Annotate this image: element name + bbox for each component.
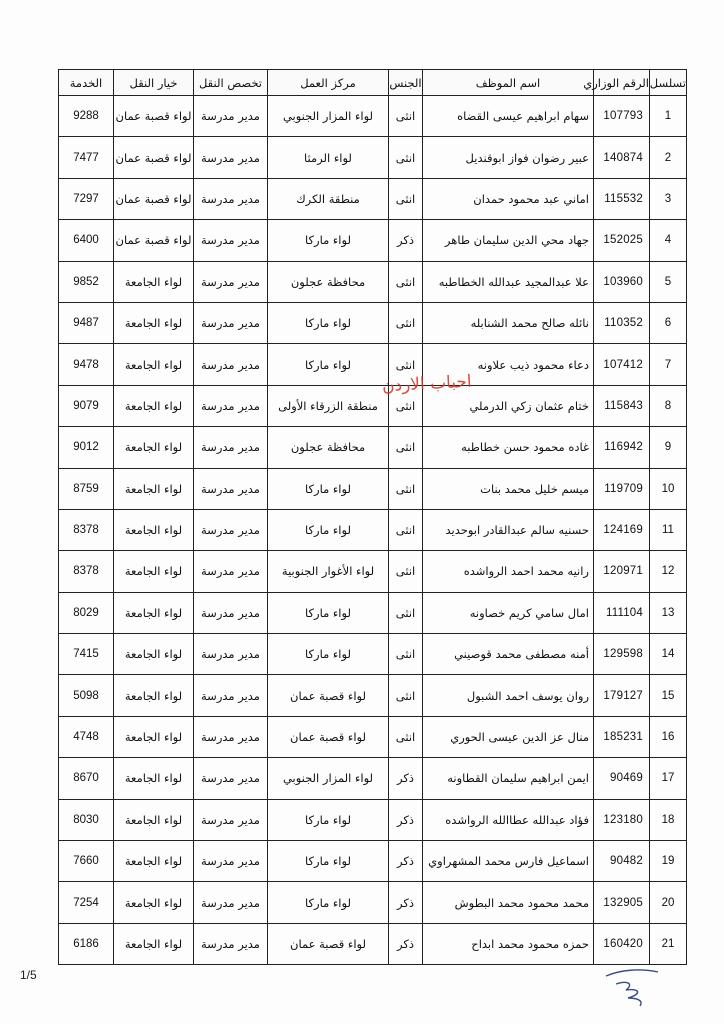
cell-employee-name: اماني عبد محمود حمدان: [423, 178, 594, 219]
table-row: [59, 923, 687, 964]
table-row: [59, 841, 687, 882]
cell-serial: 9: [650, 427, 687, 468]
cell-service: 8759: [59, 468, 114, 509]
cell-transfer-specialty: مدير مدرسة: [194, 799, 268, 840]
table-row: [59, 592, 687, 633]
cell-serial: 6: [650, 302, 687, 343]
cell-transfer-choice: لواء قصبة عمان: [114, 137, 194, 178]
transfer-table: [58, 69, 687, 965]
cell-serial: 10: [650, 468, 687, 509]
cell-service: 7477: [59, 137, 114, 178]
table-header: [59, 70, 687, 96]
table-body: [59, 96, 687, 965]
cell-transfer-choice: لواء الجامعة: [114, 509, 194, 550]
header-work-center: مركز العمل: [268, 70, 389, 96]
cell-employee-name: رانيه محمد احمد الرواشده: [423, 551, 594, 592]
cell-work-center: لواء ماركا: [268, 509, 389, 550]
cell-ministry-id: 110352: [594, 302, 650, 343]
table-row: [59, 427, 687, 468]
cell-transfer-specialty: مدير مدرسة: [194, 385, 268, 426]
cell-transfer-choice: لواء الجامعة: [114, 758, 194, 799]
cell-work-center: لواء قصبة عمان: [268, 923, 389, 964]
cell-work-center: لواء ماركا: [268, 220, 389, 261]
cell-ministry-id: 111104: [594, 592, 650, 633]
table-row: [59, 634, 687, 675]
cell-transfer-choice: لواء الجامعة: [114, 551, 194, 592]
cell-gender: انثى: [389, 137, 423, 178]
cell-ministry-id: 185231: [594, 716, 650, 757]
cell-transfer-specialty: مدير مدرسة: [194, 882, 268, 923]
cell-employee-name: امال سامي كريم خصاونه: [423, 592, 594, 633]
cell-transfer-choice: لواء الجامعة: [114, 592, 194, 633]
cell-service: 8670: [59, 758, 114, 799]
cell-serial: 17: [650, 758, 687, 799]
cell-service: 9012: [59, 427, 114, 468]
cell-ministry-id: 123180: [594, 799, 650, 840]
cell-employee-name: سهام ابراهيم عيسى القضاه: [423, 96, 594, 137]
cell-gender: انثى: [389, 716, 423, 757]
cell-work-center: لواء قصبة عمان: [268, 675, 389, 716]
cell-transfer-choice: لواء الجامعة: [114, 634, 194, 675]
table-row: [59, 799, 687, 840]
cell-gender: انثى: [389, 344, 423, 385]
cell-transfer-specialty: مدير مدرسة: [194, 261, 268, 302]
cell-serial: 12: [650, 551, 687, 592]
cell-service: 7415: [59, 634, 114, 675]
cell-ministry-id: 90469: [594, 758, 650, 799]
cell-ministry-id: 124169: [594, 509, 650, 550]
table-row: [59, 551, 687, 592]
table-row: [59, 137, 687, 178]
cell-work-center: منطقة الزرقاء الأولى: [268, 385, 389, 426]
cell-service: 7660: [59, 841, 114, 882]
cell-transfer-choice: لواء الجامعة: [114, 385, 194, 426]
cell-transfer-specialty: مدير مدرسة: [194, 758, 268, 799]
cell-work-center: لواء المزار الجنوبي: [268, 96, 389, 137]
cell-transfer-choice: لواء الجامعة: [114, 427, 194, 468]
cell-gender: ذكر: [389, 220, 423, 261]
table-row: [59, 220, 687, 261]
cell-service: 8378: [59, 551, 114, 592]
cell-ministry-id: 179127: [594, 675, 650, 716]
cell-serial: 13: [650, 592, 687, 633]
cell-ministry-id: 90482: [594, 841, 650, 882]
cell-gender: ذكر: [389, 758, 423, 799]
cell-service: 7297: [59, 178, 114, 219]
cell-ministry-id: 103960: [594, 261, 650, 302]
cell-transfer-choice: لواء قصبة عمان: [114, 220, 194, 261]
cell-work-center: لواء ماركا: [268, 882, 389, 923]
cell-ministry-id: 152025: [594, 220, 650, 261]
cell-service: 5098: [59, 675, 114, 716]
cell-gender: انثى: [389, 675, 423, 716]
cell-ministry-id: 115843: [594, 385, 650, 426]
cell-serial: 5: [650, 261, 687, 302]
cell-transfer-choice: لواء قصبة عمان: [114, 96, 194, 137]
cell-work-center: لواء قصبة عمان: [268, 716, 389, 757]
table-row: [59, 178, 687, 219]
cell-serial: 11: [650, 509, 687, 550]
cell-serial: 8: [650, 385, 687, 426]
table-row: [59, 509, 687, 550]
cell-employee-name: محمد محمود محمد البطوش: [423, 882, 594, 923]
page-number: 1/5: [20, 968, 37, 982]
cell-employee-name: روان يوسف احمد الشبول: [423, 675, 594, 716]
cell-transfer-choice: لواء الجامعة: [114, 344, 194, 385]
cell-transfer-choice: لواء الجامعة: [114, 302, 194, 343]
cell-work-center: محافظة عجلون: [268, 261, 389, 302]
table-row: [59, 96, 687, 137]
header-transfer-specialty: تخصص النقل: [194, 70, 268, 96]
table-row: [59, 385, 687, 426]
cell-transfer-specialty: مدير مدرسة: [194, 344, 268, 385]
cell-ministry-id: 116942: [594, 427, 650, 468]
cell-gender: انثى: [389, 634, 423, 675]
header-transfer-choice: خيار النقل: [114, 70, 194, 96]
cell-employee-name: ايمن ابراهيم سليمان القطاونه: [423, 758, 594, 799]
cell-service: 9487: [59, 302, 114, 343]
cell-work-center: منطقة الكرك: [268, 178, 389, 219]
cell-gender: انثى: [389, 592, 423, 633]
cell-transfer-choice: لواء الجامعة: [114, 882, 194, 923]
cell-employee-name: حمزه محمود محمد ابداح: [423, 923, 594, 964]
watermark-text: احباب الاردن: [381, 371, 473, 397]
cell-transfer-choice: لواء الجامعة: [114, 841, 194, 882]
cell-service: 8029: [59, 592, 114, 633]
cell-transfer-choice: لواء الجامعة: [114, 716, 194, 757]
cell-serial: 1: [650, 96, 687, 137]
table-row: [59, 261, 687, 302]
cell-ministry-id: 160420: [594, 923, 650, 964]
cell-gender: ذكر: [389, 841, 423, 882]
cell-employee-name: ميسم خليل محمد بنات: [423, 468, 594, 509]
cell-transfer-specialty: مدير مدرسة: [194, 137, 268, 178]
cell-employee-name: أمنه مصطفى محمد قوصيني: [423, 634, 594, 675]
cell-gender: انثى: [389, 302, 423, 343]
cell-transfer-choice: لواء الجامعة: [114, 468, 194, 509]
cell-employee-name: دعاء محمود ذيب علاونه: [423, 344, 594, 385]
cell-serial: 2: [650, 137, 687, 178]
cell-transfer-choice: لواء الجامعة: [114, 261, 194, 302]
cell-serial: 7: [650, 344, 687, 385]
cell-employee-name: جهاد محي الدين سليمان طاهر: [423, 220, 594, 261]
cell-employee-name: فؤاد عبدالله عطاالله الرواشده: [423, 799, 594, 840]
signature-mark: [600, 962, 670, 1010]
cell-employee-name: علا عبدالمجيد عبدالله الخطاطبه: [423, 261, 594, 302]
cell-service: 8030: [59, 799, 114, 840]
cell-serial: 20: [650, 882, 687, 923]
cell-ministry-id: 119709: [594, 468, 650, 509]
table-row: [59, 716, 687, 757]
cell-serial: 4: [650, 220, 687, 261]
cell-service: 6400: [59, 220, 114, 261]
cell-transfer-specialty: مدير مدرسة: [194, 220, 268, 261]
table-row: [59, 758, 687, 799]
cell-transfer-choice: لواء الجامعة: [114, 799, 194, 840]
cell-employee-name: نائله صالح محمد الشنابله: [423, 302, 594, 343]
cell-service: 4748: [59, 716, 114, 757]
cell-gender: انثى: [389, 385, 423, 426]
cell-transfer-choice: لواء الجامعة: [114, 675, 194, 716]
cell-ministry-id: 107412: [594, 344, 650, 385]
cell-serial: 15: [650, 675, 687, 716]
cell-transfer-specialty: مدير مدرسة: [194, 178, 268, 219]
cell-service: 9079: [59, 385, 114, 426]
table-row: [59, 468, 687, 509]
cell-service: 9288: [59, 96, 114, 137]
cell-transfer-specialty: مدير مدرسة: [194, 634, 268, 675]
cell-ministry-id: 107793: [594, 96, 650, 137]
header-ministry-id: الرقم الوزاري: [594, 70, 650, 96]
header-gender: الجنس: [389, 70, 423, 96]
cell-ministry-id: 129598: [594, 634, 650, 675]
cell-work-center: لواء ماركا: [268, 344, 389, 385]
cell-serial: 21: [650, 923, 687, 964]
cell-work-center: محافظة عجلون: [268, 427, 389, 468]
header-service: الخدمة: [59, 70, 114, 96]
cell-transfer-choice: لواء الجامعة: [114, 923, 194, 964]
cell-ministry-id: 115532: [594, 178, 650, 219]
header-employee-name: اسم الموظف: [423, 70, 594, 96]
cell-work-center: لواء الرمثا: [268, 137, 389, 178]
cell-employee-name: منال عز الدين عيسى الحوري: [423, 716, 594, 757]
cell-transfer-specialty: مدير مدرسة: [194, 675, 268, 716]
cell-serial: 3: [650, 178, 687, 219]
cell-employee-name: اسماعيل فارس محمد المشهراوي: [423, 841, 594, 882]
cell-transfer-specialty: مدير مدرسة: [194, 96, 268, 137]
cell-employee-name: عبير رضوان فواز ابوقنديل: [423, 137, 594, 178]
cell-ministry-id: 140874: [594, 137, 650, 178]
cell-employee-name: غاده محمود حسن خطاطبه: [423, 427, 594, 468]
cell-service: 9478: [59, 344, 114, 385]
cell-gender: ذكر: [389, 799, 423, 840]
cell-transfer-choice: لواء قصبة عمان: [114, 178, 194, 219]
cell-work-center: لواء ماركا: [268, 468, 389, 509]
cell-work-center: لواء الأغوار الجنوبية: [268, 551, 389, 592]
table-row: [59, 344, 687, 385]
cell-employee-name: ختام عثمان زكي الدرملي: [423, 385, 594, 426]
cell-serial: 18: [650, 799, 687, 840]
cell-service: 8378: [59, 509, 114, 550]
cell-work-center: لواء ماركا: [268, 302, 389, 343]
cell-gender: انثى: [389, 551, 423, 592]
cell-service: 6186: [59, 923, 114, 964]
cell-work-center: لواء ماركا: [268, 841, 389, 882]
cell-serial: 19: [650, 841, 687, 882]
cell-gender: انثى: [389, 509, 423, 550]
cell-transfer-specialty: مدير مدرسة: [194, 841, 268, 882]
cell-gender: انثى: [389, 96, 423, 137]
table-row: [59, 675, 687, 716]
table-row: [59, 302, 687, 343]
cell-serial: 16: [650, 716, 687, 757]
cell-transfer-specialty: مدير مدرسة: [194, 592, 268, 633]
cell-gender: ذكر: [389, 882, 423, 923]
header-row: [59, 70, 687, 96]
cell-gender: ذكر: [389, 923, 423, 964]
cell-service: 9852: [59, 261, 114, 302]
cell-work-center: لواء المزار الجنوبي: [268, 758, 389, 799]
cell-transfer-specialty: مدير مدرسة: [194, 923, 268, 964]
cell-gender: انثى: [389, 178, 423, 219]
cell-ministry-id: 132905: [594, 882, 650, 923]
cell-transfer-specialty: مدير مدرسة: [194, 509, 268, 550]
cell-gender: انثى: [389, 261, 423, 302]
cell-employee-name: حسنيه سالم عبدالقادر ابوحديد: [423, 509, 594, 550]
cell-ministry-id: 120971: [594, 551, 650, 592]
cell-transfer-specialty: مدير مدرسة: [194, 302, 268, 343]
cell-work-center: لواء ماركا: [268, 799, 389, 840]
cell-gender: انثى: [389, 427, 423, 468]
cell-gender: انثى: [389, 468, 423, 509]
cell-work-center: لواء ماركا: [268, 634, 389, 675]
cell-serial: 14: [650, 634, 687, 675]
table-row: [59, 882, 687, 923]
cell-transfer-specialty: مدير مدرسة: [194, 427, 268, 468]
header-serial: تسلسل: [650, 70, 687, 96]
cell-work-center: لواء ماركا: [268, 592, 389, 633]
cell-service: 7254: [59, 882, 114, 923]
cell-transfer-specialty: مدير مدرسة: [194, 716, 268, 757]
cell-transfer-specialty: مدير مدرسة: [194, 551, 268, 592]
cell-transfer-specialty: مدير مدرسة: [194, 468, 268, 509]
